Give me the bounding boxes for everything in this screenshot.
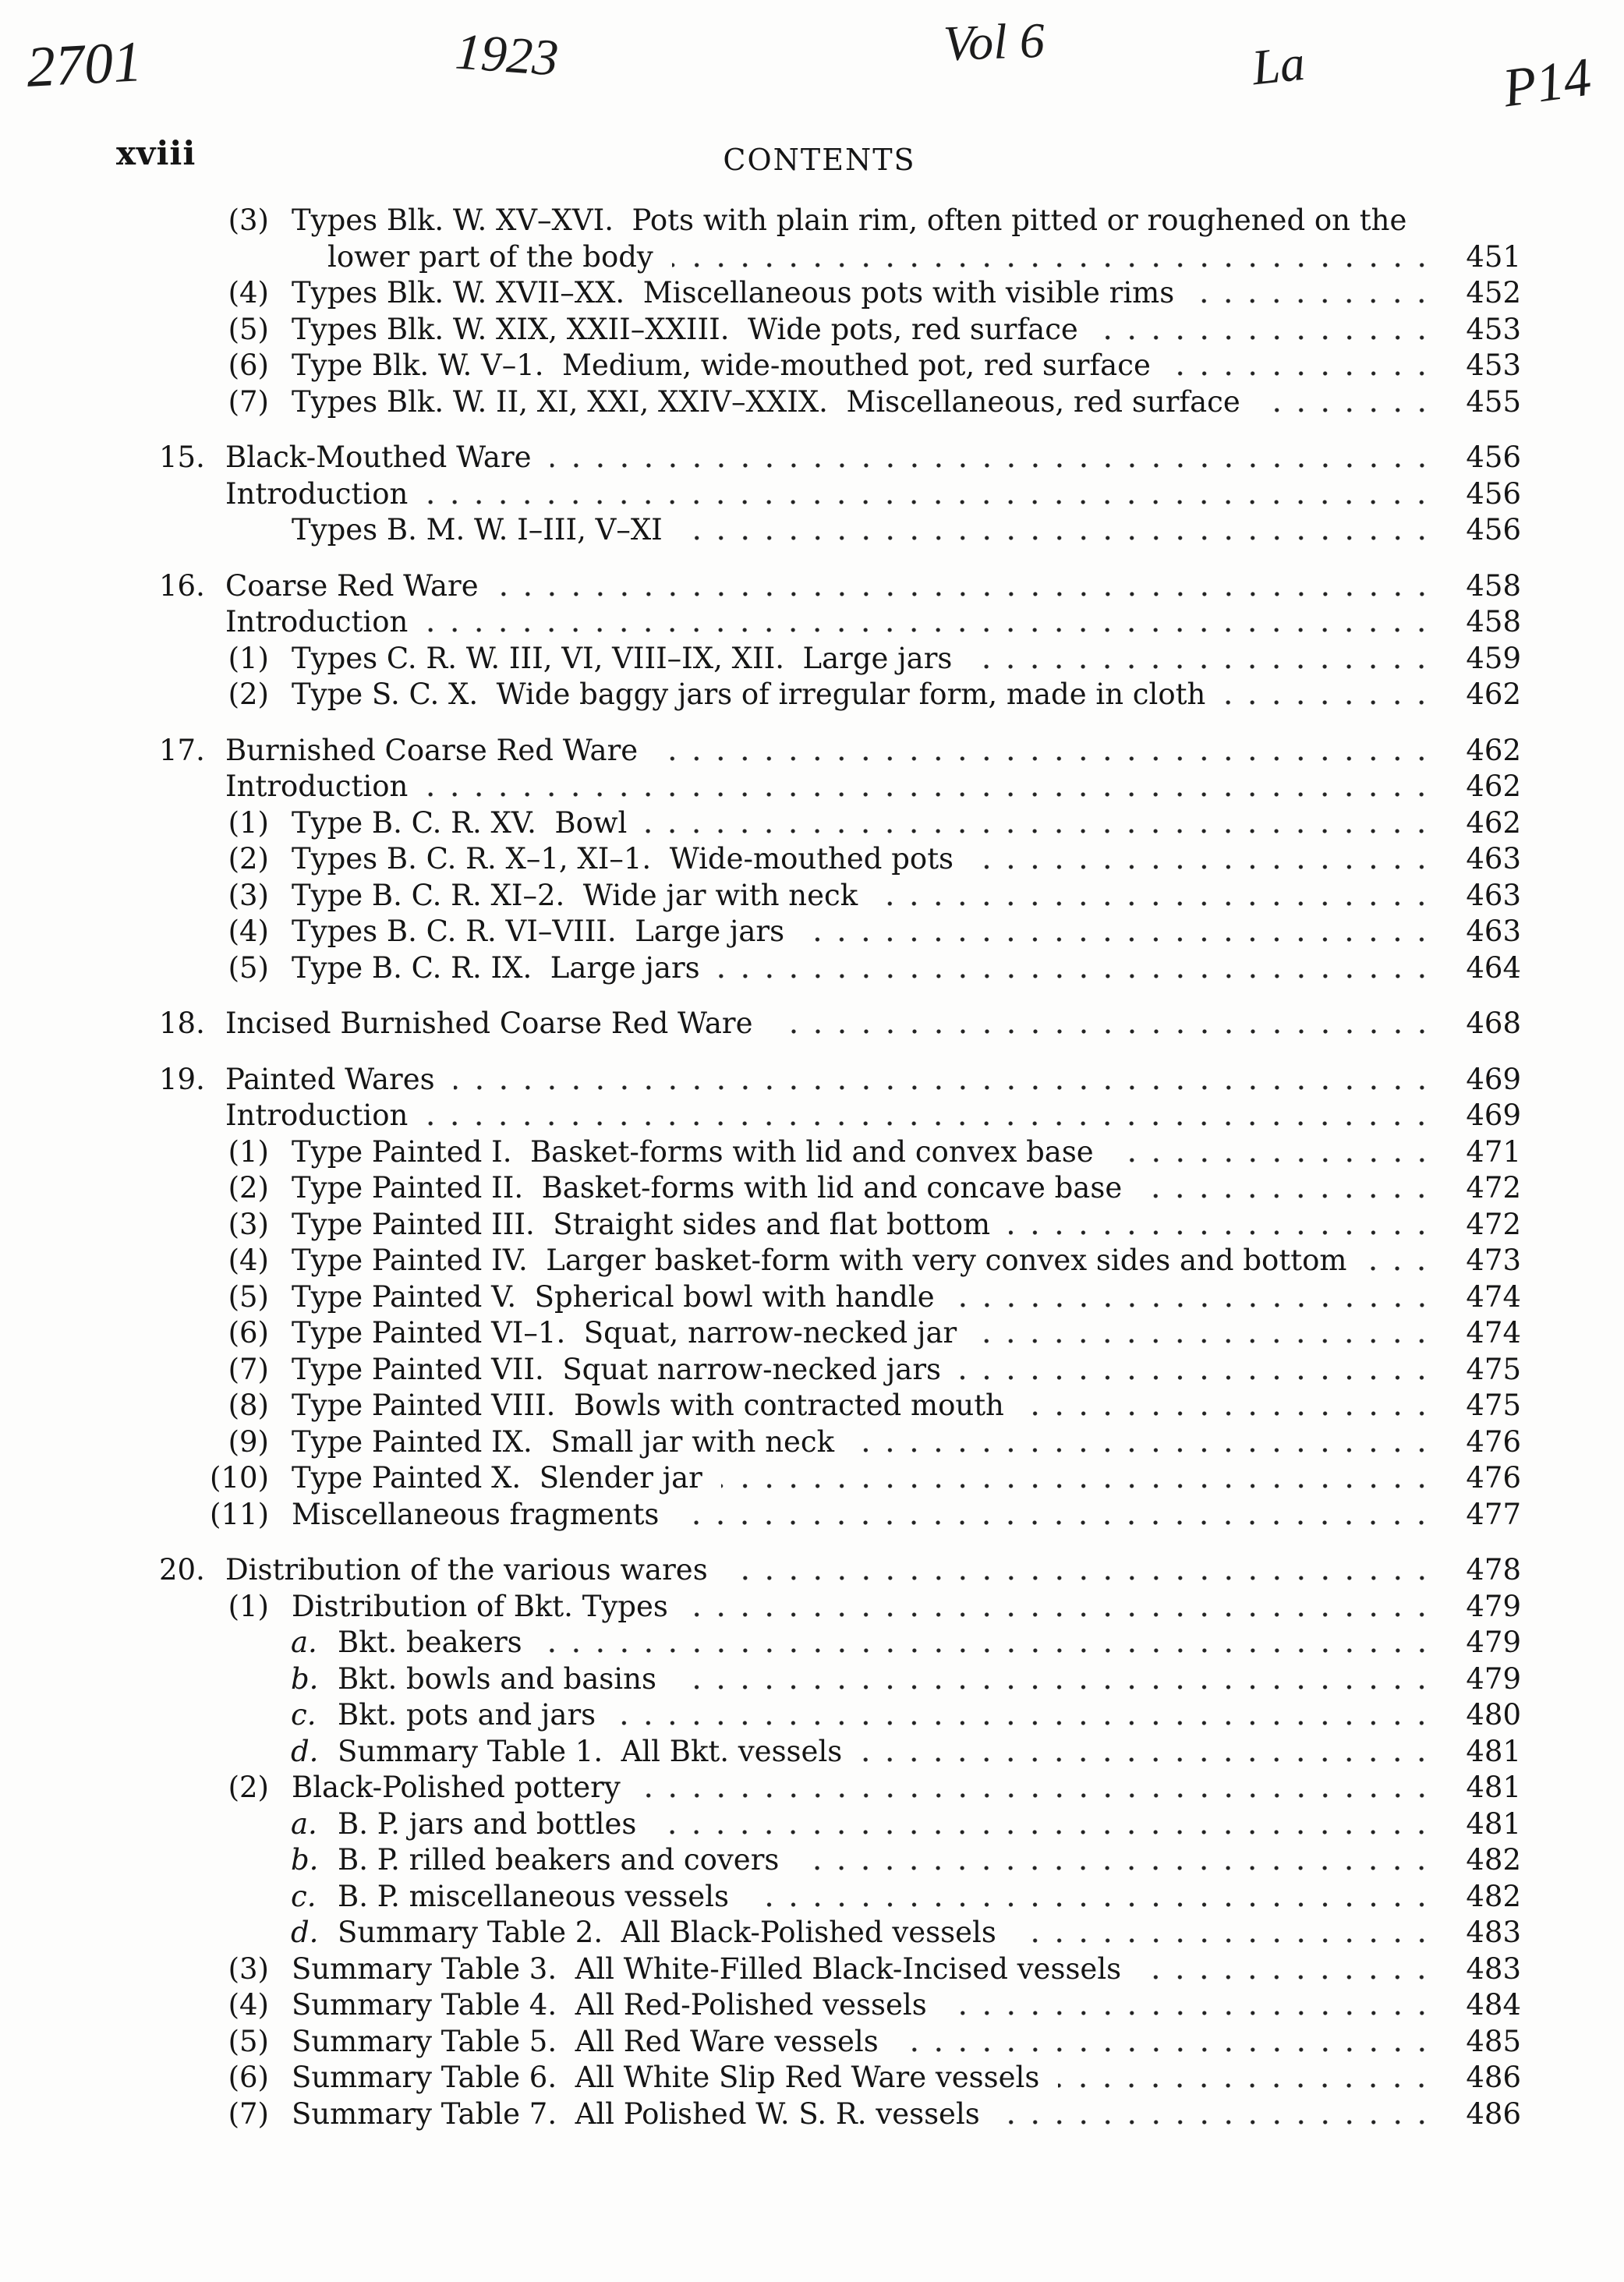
- entry-number: (6): [228, 2061, 269, 2094]
- page-number: 455: [1466, 384, 1521, 419]
- entry-title: Introduction: [225, 476, 409, 511]
- entry-number: (7): [228, 384, 269, 419]
- section-number: 18.: [159, 1007, 205, 1040]
- page-number: 479: [1466, 1661, 1521, 1696]
- entry-title: Introduction: [225, 605, 409, 639]
- entry-number: (5): [228, 1279, 269, 1314]
- dot-leader: [497, 568, 1434, 605]
- toc-entry: [0, 1207, 1521, 1244]
- entry-title: Type Painted V. Spherical bowl with handle: [292, 1279, 935, 1314]
- entry-title: Type S. C. X. Wide baggy jars of irregular form, made in cloth: [292, 678, 1206, 711]
- toc-section-19: [0, 1062, 1521, 1534]
- entry-title: Types B. M. W. I–III, V–XI: [292, 513, 663, 547]
- item-letter: a.: [291, 1806, 317, 1841]
- page-number: 462: [1466, 770, 1521, 803]
- toc-section-heading: [0, 568, 1521, 605]
- toc-entry: [0, 604, 1521, 641]
- entry-title: Types Blk. W. II, XI, XXI, XXIV–XXIX. Miscellaneous, red surface: [292, 384, 1240, 419]
- dot-leader: [1058, 2060, 1434, 2096]
- item-letter: a.: [291, 1626, 317, 1659]
- page-number: 476: [1466, 1461, 1521, 1495]
- entry-number: (6): [228, 1316, 269, 1350]
- dot-leader: [1009, 1207, 1434, 1244]
- toc-entry: [0, 1424, 1521, 1461]
- section-title: Incised Burnished Coarse Red Ware: [225, 1007, 753, 1040]
- toc-entry: [0, 1134, 1521, 1171]
- toc-section-18: [0, 1006, 1521, 1042]
- page-number: 486: [1466, 2096, 1521, 2131]
- toc-entry: [0, 2096, 1521, 2133]
- entry-title: Type Painted I. Basket-forms with lid and convex base: [292, 1134, 1094, 1169]
- toc-section-15: [0, 440, 1521, 549]
- page-number: 485: [1466, 2024, 1521, 2058]
- entry-number: (3): [228, 1207, 269, 1241]
- entry-title-continuation: lower part of the body: [327, 239, 653, 274]
- toc-entry: [0, 1497, 1521, 1534]
- dot-leader: [426, 769, 1434, 805]
- page-number: 456: [1466, 440, 1521, 474]
- dot-leader: [655, 1806, 1434, 1843]
- page-number: 483: [1466, 1951, 1521, 1986]
- dot-leader: [687, 1589, 1434, 1626]
- toc-entry: [0, 677, 1521, 713]
- folio-page-number: xviii: [116, 134, 196, 172]
- toc-entry: [0, 914, 1521, 950]
- page-number: 453: [1466, 312, 1521, 346]
- dot-leader: [1113, 1134, 1434, 1171]
- handwritten-page-ref: P14: [1499, 47, 1595, 119]
- page-number: 472: [1466, 1207, 1521, 1241]
- section-number: 19.: [159, 1062, 205, 1096]
- toc-section-16: [0, 568, 1521, 713]
- section-title: Painted Wares: [225, 1062, 435, 1096]
- dot-leader: [803, 914, 1434, 950]
- entry-number: (5): [228, 950, 269, 985]
- toc-entry: [0, 1589, 1521, 1626]
- entry-number: (9): [228, 1424, 269, 1459]
- toc-entry: [0, 950, 1521, 987]
- page-number: 475: [1466, 1389, 1521, 1422]
- entry-title: Type B. C. R. XI–2. Wide jar with neck: [292, 878, 858, 912]
- toc-entry: [0, 805, 1521, 842]
- toc-subentry: [0, 1661, 1521, 1698]
- item-title: Summary Table 2. All Black-Polished vessels: [338, 1916, 996, 1949]
- entry-title: Types B. C. R. VI–VIII. Large jars: [292, 915, 785, 948]
- toc-section-heading: [0, 1062, 1521, 1099]
- page-number: 458: [1466, 605, 1521, 639]
- dot-leader: [672, 239, 1434, 276]
- handwritten-year: 1923: [453, 23, 561, 87]
- entry-title: Type Painted X. Slender jar: [292, 1461, 702, 1495]
- page-number: 474: [1466, 1279, 1521, 1314]
- entry-title: Type B. C. R. XV. Bowl: [292, 805, 628, 840]
- item-title: Bkt. beakers: [338, 1626, 522, 1659]
- toc-entry: [0, 203, 1521, 239]
- toc-entry: [0, 312, 1521, 348]
- dot-leader: [748, 1879, 1434, 1916]
- item-letter: d.: [291, 1734, 319, 1768]
- entry-number: (6): [228, 348, 269, 382]
- page-number: 481: [1466, 1734, 1521, 1768]
- item-title: Summary Table 1. All Bkt. vessels: [338, 1734, 843, 1768]
- entry-title: Summary Table 5. All Red Ware vessels: [292, 2024, 879, 2058]
- toc-entry: [0, 1987, 1521, 2024]
- page-number: 473: [1466, 1244, 1521, 1277]
- toc-section-heading: [0, 733, 1521, 770]
- toc-entry: [0, 384, 1521, 421]
- page-number: 464: [1466, 950, 1521, 985]
- entry-number: (7): [228, 2096, 269, 2131]
- entry-title: Type B. C. R. IX. Large jars: [292, 950, 700, 985]
- page-number: 475: [1466, 1352, 1521, 1386]
- page-number: 462: [1466, 733, 1521, 767]
- entry-title: Type Painted IV. Larger basket-form with very convex sides and bottom: [292, 1244, 1347, 1277]
- page-number: 463: [1466, 878, 1521, 912]
- section-number: 16.: [159, 568, 205, 603]
- toc-subentry: [0, 1697, 1521, 1734]
- item-letter: b.: [291, 1661, 319, 1696]
- page-number: 483: [1466, 1916, 1521, 1949]
- entry-title: Black-Polished pottery: [292, 1771, 621, 1804]
- toc-entry: [0, 476, 1521, 513]
- section-title: Black-Mouthed Ware: [225, 440, 532, 474]
- dot-leader: [972, 841, 1434, 878]
- page-number: 463: [1466, 915, 1521, 948]
- handwritten-volume: Vol 6: [942, 12, 1046, 72]
- toc-group-continued: [0, 203, 1521, 420]
- toc-section-heading: [0, 1006, 1521, 1042]
- entry-title: Types C. R. W. III, VI, VIII–IX, XII. Large jars: [292, 641, 953, 675]
- section-title: Distribution of the various wares: [225, 1553, 708, 1587]
- page-number: 486: [1466, 2061, 1521, 2094]
- page-number: 453: [1466, 348, 1521, 382]
- entry-number: (10): [210, 1461, 269, 1495]
- entry-title: Type Blk. W. V–1. Medium, wide-mouthed pot, red surface: [292, 348, 1151, 382]
- entry-number: (5): [228, 2024, 269, 2058]
- page-number: 479: [1466, 1626, 1521, 1659]
- page-number: 469: [1466, 1099, 1521, 1132]
- page-number: 452: [1466, 276, 1521, 310]
- toc-section-20: [0, 1552, 1521, 2132]
- page-number: 476: [1466, 1424, 1521, 1459]
- entry-number: (7): [228, 1352, 269, 1386]
- item-title: B. P. miscellaneous vessels: [338, 1879, 729, 1913]
- page-number: 459: [1466, 641, 1521, 675]
- entry-title: Distribution of Bkt. Types: [292, 1589, 668, 1623]
- entry-number: (5): [228, 312, 269, 346]
- entry-title: Type Painted IX. Small jar with neck: [292, 1424, 835, 1459]
- table-of-contents: [0, 203, 1521, 2132]
- toc-section-17: [0, 733, 1521, 987]
- entry-number: (11): [210, 1497, 269, 1531]
- dot-leader: [639, 1770, 1434, 1806]
- dot-leader: [946, 1987, 1434, 2024]
- toc-subentry: [0, 1625, 1521, 1661]
- page-number: 472: [1466, 1171, 1521, 1205]
- dot-leader: [678, 1497, 1434, 1534]
- entry-number: (3): [228, 878, 269, 912]
- toc-entry: [0, 1460, 1521, 1497]
- dot-leader: [550, 440, 1434, 476]
- dot-leader: [971, 641, 1434, 678]
- entry-title: Type Painted VIII. Bowls with contracted mouth: [292, 1389, 1004, 1422]
- section-title: Burnished Coarse Red Ware: [225, 733, 639, 767]
- toc-entry: [0, 769, 1521, 805]
- toc-subentry: [0, 1915, 1521, 1951]
- dot-leader: [426, 604, 1434, 641]
- toc-entry-continuation: [0, 239, 1521, 276]
- page-number: 482: [1466, 1843, 1521, 1877]
- toc-entry: [0, 1951, 1521, 1988]
- entry-title: Summary Table 7. All Polished W. S. R. vessels: [292, 2096, 980, 2131]
- entry-number: (2): [228, 1771, 269, 1804]
- toc-entry: [0, 1170, 1521, 1207]
- page-number: 451: [1466, 239, 1521, 274]
- entry-title: Type Painted VI–1. Squat, narrow-necked jar: [292, 1316, 957, 1350]
- entry-title: Types Blk. W. XV–XVI. Pots with plain rim, often pitted or roughened on the: [292, 203, 1407, 237]
- dot-leader: [1097, 312, 1434, 348]
- page-number: 474: [1466, 1316, 1521, 1350]
- dot-leader: [1259, 384, 1434, 421]
- page-number: 480: [1466, 1698, 1521, 1732]
- toc-entry: [0, 275, 1521, 312]
- page-number: 481: [1466, 1806, 1521, 1841]
- toc-entry: [0, 641, 1521, 678]
- dot-leader: [426, 476, 1434, 513]
- entry-title: Types B. C. R. X–1, XI–1. Wide-mouthed pots: [292, 842, 954, 876]
- toc-entry: [0, 878, 1521, 915]
- toc-subentry: [0, 1806, 1521, 1843]
- page-number: 471: [1466, 1134, 1521, 1169]
- dot-leader: [1023, 1388, 1434, 1424]
- dot-leader: [1365, 1243, 1434, 1279]
- toc-subentry: [0, 1734, 1521, 1771]
- item-letter: d.: [291, 1916, 319, 1949]
- entry-number: (2): [228, 842, 269, 876]
- entry-title: Types Blk. W. XVII–XX. Miscellaneous pots with visible rims: [292, 276, 1175, 310]
- dot-leader: [426, 1098, 1434, 1134]
- item-letter: c.: [291, 1879, 317, 1913]
- page-number: 482: [1466, 1879, 1521, 1913]
- dot-leader: [719, 950, 1434, 987]
- dot-leader: [798, 1842, 1434, 1879]
- entry-title: Types Blk. W. XIX, XXII–XXIII. Wide pots, red surface: [292, 312, 1078, 346]
- entry-number: (4): [228, 1988, 269, 2022]
- dot-leader: [1015, 1915, 1434, 1951]
- dot-leader: [853, 1424, 1434, 1461]
- dot-leader: [675, 1661, 1434, 1698]
- entry-number: (1): [228, 1134, 269, 1169]
- toc-entry: [0, 1770, 1521, 1806]
- entry-number: (2): [228, 1171, 269, 1205]
- dot-leader: [999, 2096, 1434, 2133]
- page-number: 463: [1466, 842, 1521, 876]
- entry-title: Type Painted VII. Squat narrow-necked jars: [292, 1352, 942, 1386]
- entry-number: (4): [228, 915, 269, 948]
- dot-leader: [975, 1315, 1434, 1352]
- entry-number: (3): [228, 1951, 269, 1986]
- item-title: B. P. rilled beakers and covers: [338, 1843, 780, 1877]
- dot-leader: [897, 2024, 1434, 2061]
- toc-entry: [0, 1243, 1521, 1279]
- dot-leader: [681, 512, 1434, 549]
- dot-leader: [646, 805, 1434, 842]
- toc-section-heading: [0, 1552, 1521, 1589]
- page-number: 469: [1466, 1062, 1521, 1096]
- item-title: Bkt. bowls and basins: [338, 1661, 656, 1696]
- page-number: 468: [1466, 1007, 1521, 1040]
- item-title: B. P. jars and bottles: [338, 1806, 637, 1841]
- section-number: 20.: [159, 1553, 205, 1587]
- entry-number: (1): [228, 641, 269, 675]
- page-number: 484: [1466, 1988, 1521, 2022]
- dot-leader: [1141, 1170, 1434, 1207]
- toc-subentry: [0, 1879, 1521, 1916]
- toc-entry: [0, 2060, 1521, 2096]
- toc-section-heading: [0, 440, 1521, 476]
- page-number: 462: [1466, 805, 1521, 840]
- section-number: 17.: [159, 733, 205, 767]
- section-title: Coarse Red Ware: [225, 568, 479, 603]
- entry-title: Type Painted II. Basket-forms with lid and concave base: [292, 1171, 1123, 1205]
- item-title: Bkt. pots and jars: [338, 1698, 596, 1732]
- entry-title: Miscellaneous fragments: [292, 1497, 660, 1531]
- dot-leader: [1193, 275, 1434, 312]
- dot-leader: [1140, 1951, 1434, 1988]
- handwritten-section: La: [1249, 34, 1308, 96]
- entry-title: Summary Table 3. All White-Filled Black-Incised vessels: [292, 1951, 1122, 1986]
- page-number: 477: [1466, 1497, 1521, 1531]
- item-letter: b.: [291, 1843, 319, 1877]
- page-number: 462: [1466, 678, 1521, 711]
- toc-entry: [0, 841, 1521, 878]
- toc-entry: [0, 348, 1521, 384]
- dot-leader: [1224, 677, 1434, 713]
- toc-entry: [0, 1315, 1521, 1352]
- entry-title: Summary Table 6. All White Slip Red Ware vessels: [292, 2061, 1040, 2094]
- toc-entry: [0, 1388, 1521, 1424]
- dot-leader: [541, 1625, 1434, 1661]
- dot-leader: [772, 1006, 1435, 1042]
- dot-leader: [1169, 348, 1434, 384]
- toc-entry: [0, 1098, 1521, 1134]
- entry-title: Introduction: [225, 1099, 409, 1132]
- toc-entry: [0, 1279, 1521, 1316]
- entry-number: (3): [228, 203, 269, 237]
- page-number: 481: [1466, 1771, 1521, 1804]
- dot-leader: [454, 1062, 1434, 1099]
- entry-number: (4): [228, 1244, 269, 1277]
- item-letter: c.: [291, 1698, 317, 1732]
- toc-subentry: [0, 1842, 1521, 1879]
- dot-leader: [960, 1352, 1434, 1389]
- page-number: 456: [1466, 513, 1521, 547]
- entry-title: Introduction: [225, 770, 409, 803]
- handwritten-catalogue-number: 2701: [24, 30, 144, 100]
- dot-leader: [727, 1552, 1434, 1589]
- entry-number: (8): [228, 1389, 269, 1422]
- entry-number: (2): [228, 678, 269, 711]
- dot-leader: [656, 733, 1434, 770]
- entry-number: (1): [228, 805, 269, 840]
- entry-title: Summary Table 4. All Red-Polished vessels: [292, 1988, 927, 2022]
- toc-entry: [0, 2024, 1521, 2061]
- entry-number: (4): [228, 276, 269, 310]
- entry-number: (1): [228, 1589, 269, 1623]
- section-number: 15.: [159, 440, 205, 474]
- dot-leader: [721, 1460, 1434, 1497]
- entry-title: Type Painted III. Straight sides and flat bottom: [292, 1207, 991, 1241]
- page-number: 456: [1466, 476, 1521, 511]
- page-title: CONTENTS: [723, 143, 916, 177]
- page-number: 479: [1466, 1589, 1521, 1623]
- page-number: 478: [1466, 1553, 1521, 1587]
- dot-leader: [954, 1279, 1434, 1316]
- dot-leader: [876, 878, 1434, 915]
- page-number: 458: [1466, 568, 1521, 603]
- dot-leader: [861, 1734, 1434, 1771]
- dot-leader: [614, 1697, 1434, 1734]
- toc-entry: [0, 1352, 1521, 1389]
- toc-entry: [0, 512, 1521, 549]
